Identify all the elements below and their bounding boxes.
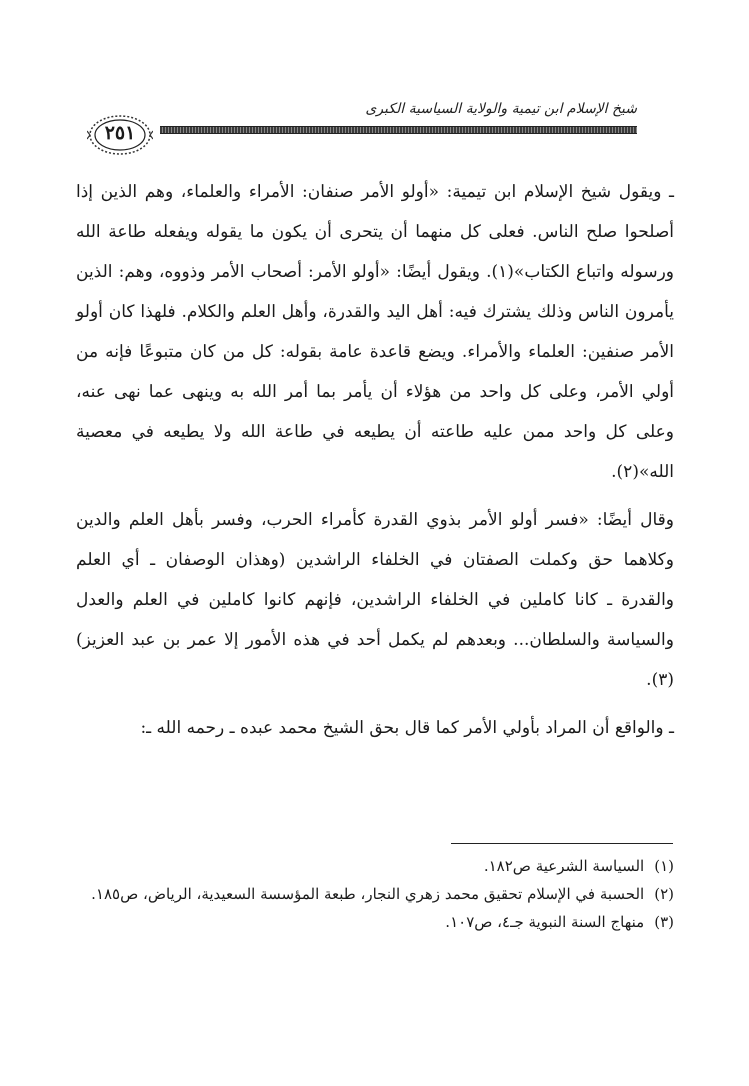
paragraph: ـ والواقع أن المراد بأولي الأمر كما قال بحق الشيخ محمد عبده ـ رحمه الله ـ: xyxy=(140,718,674,738)
paragraph: ـ ويقول شيخ الإسلام ابن تيمية: «أولو الأمر صنفان: الأمراء والعلماء، وهم الذين إذا أصلحوا صلح الناس. فعلى كل منهما أن يتحرى أن يكون ما يقوله ويفعله طاعة الله ورسوله واتباع الكتاب»(١). ويقول أيضًا: «أولو الأمر: أصحاب الأمر وذووه، وهم: الذين يأمرون الناس وذلك يشترك فيه: أهل اليد والقدرة، وأهل العلم والكلام. فلهذا كان أولو الأمر صنفين: العلماء والأمراء. ويضع قاعدة عامة بقوله: كل من كان متبوعًا فإنه من أولي الأمر، وعلى كل واحد من هؤلاء أن يأمر بما أمر الله به وينهى عما نهى عنه، وعلى كل واحد ممن عليه طاعته أن يطيعه في طاعة الله ولا يطيعه في معصية الله»(٢). xyxy=(76,182,674,482)
footnote-mark: (٢) xyxy=(654,885,674,903)
main-text xyxy=(76,172,674,748)
footnote xyxy=(76,908,674,936)
footnote-text: منهاج السنة النبوية جـ٤، ص١٠٧. xyxy=(445,913,645,931)
running-title: شيخ الإسلام ابن تيمية والولاية السياسية الكبرى xyxy=(365,101,637,117)
footnote xyxy=(76,880,674,908)
paragraph: وقال أيضًا: «فسر أولو الأمر بذوي القدرة كأمراء الحرب، وفسر بأهل العلم والدين وكلاهما حق وكملت الصفتان في الخلفاء الراشدين (وهذان الوصفان ـ أي العلم والقدرة ـ كانا كاملين في الخلفاء الراشدين، فإنهم كانوا كاملين في العلم والعدل والسياسة والسلطان... وبعدهم لم يكمل أحد في هذه الأمور إلا عمر بن عبد العزيز)(٣). xyxy=(76,510,674,690)
footnote-mark: (١) xyxy=(654,857,674,875)
footnote-text: الحسبة في الإسلام تحقيق محمد زهري النجار، طبعة المؤسسة السعيدية، الرياض، ص١٨٥. xyxy=(91,885,645,903)
page-number: ٢٥١ xyxy=(104,122,136,144)
header-rule xyxy=(160,126,637,134)
footnote-separator xyxy=(451,843,673,844)
footnote xyxy=(76,852,674,880)
footnotes xyxy=(76,852,674,936)
footnote-text: السياسة الشرعية ص١٨٢. xyxy=(483,857,645,875)
page-number-ornament xyxy=(87,112,153,158)
footnote-mark: (٣) xyxy=(654,913,674,931)
